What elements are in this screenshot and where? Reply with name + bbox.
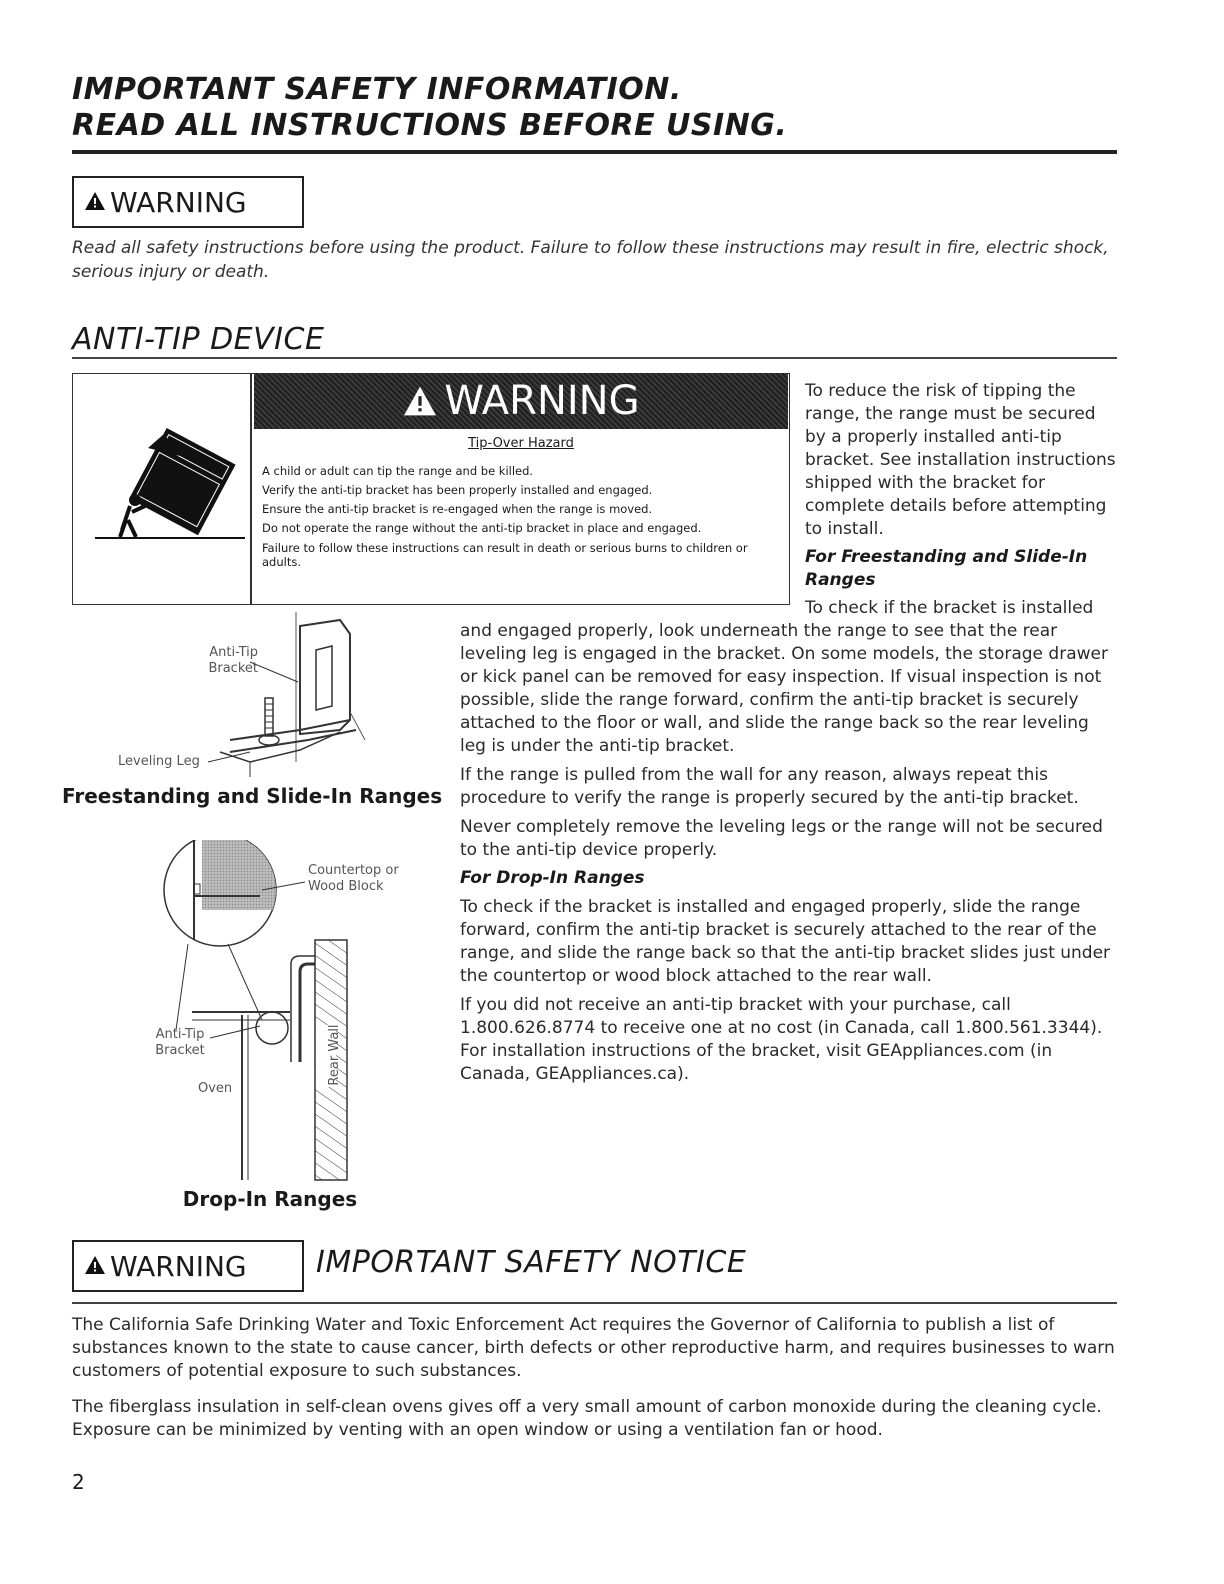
hazard-line: Verify the anti-tip bracket has been properly installed and engaged. [262, 483, 653, 497]
warning-label: WARNING [110, 185, 247, 219]
freestanding-p1-cont: and engaged properly, look underneath the range to see that the rear leveling leg is engaged in the bracket. On some models, the storage drawer or kick panel can be removed for easy inspection. If visual inspection is not possible, slide the range forward, confirm the anti-tip bracket is securely attached to the floor or wall, and slide the range back so the rear leveling leg is under the anti-tip bracket. [460, 621, 1108, 756]
tip-over-warning-banner [254, 373, 788, 429]
dropin-heading: For Drop-In Ranges [460, 868, 645, 888]
tip-over-banner-label: WARNING [444, 378, 640, 424]
notice-rule [72, 1302, 1117, 1304]
notice-p1: The California Safe Drinking Water and Toxic Enforcement Act requires the Governor of California to publish a list of substances known to the state to cause cancer, birth defects or other reproductive harm, and requires businesses to warn customers of potential exposure to such substances. [72, 1315, 1115, 1381]
notice-warning-label-box [72, 1240, 304, 1292]
header-line-2: READ ALL INSTRUCTIONS BEFORE USING. [72, 108, 788, 143]
dropin-p1: To check if the bracket is installed and engaged properly, slide the range forward, confirm the anti-tip bracket is securely attached to the rear of the range, and slide the range back so that the anti-tip bracket slides just under the countertop or wood block attached to the rear wall. [460, 897, 1111, 986]
section-title-anti-tip: ANTI-TIP DEVICE [72, 322, 325, 357]
figure2-label-wall: Rear Wall [327, 1024, 342, 1086]
tip-over-hazard-title: Tip-Over Hazard [468, 436, 574, 451]
figure2-label-bracket: Anti-Tip Bracket [155, 1027, 205, 1058]
figure1-caption: Freestanding and Slide-In Ranges [62, 784, 443, 808]
freestanding-bracket-illustration [190, 612, 380, 782]
warning-triangle-icon [84, 191, 106, 211]
freestanding-p1-start: To check if the bracket is installed [805, 598, 1094, 618]
page-number: 2 [72, 1470, 85, 1494]
tip-over-divider [250, 373, 252, 605]
dropin-p2: If you did not receive an anti-tip bracket with your purchase, call 1.800.626.8774 to receive one at no cost (in Canada, call 1.800.561.3344). For installation instructions of the bracket, visit GEAppliances.com (in Canada, GEAppliances.ca). [460, 995, 1103, 1084]
notice-title: IMPORTANT SAFETY NOTICE [316, 1245, 747, 1280]
figure2-label-oven: Oven [198, 1081, 233, 1096]
figure1-label-bracket: Anti-Tip Bracket [208, 645, 258, 676]
hazard-line: Ensure the anti-tip bracket is re-engaged when the range is moved. [262, 502, 653, 516]
tip-over-hazard-lines [262, 462, 782, 569]
hazard-line: Failure to follow these instructions can result in death or serious burns to children or adults. [262, 541, 748, 569]
figure2-label-countertop: Countertop or Wood Block [308, 863, 399, 894]
freestanding-p3: Never completely remove the leveling legs or the range will not be secured to the anti-tip device properly. [460, 817, 1103, 860]
anti-tip-intro: To reduce the risk of tipping the range, the range must be secured by a properly installed anti-tip bracket. See installation instructions shipped with the bracket for complete details before attempting to install. [805, 381, 1116, 539]
warning-intro-text: Read all safety instructions before using the product. Failure to follow these instructions may result in fire, electric shock, serious injury or death. [72, 238, 1109, 282]
section-rule [72, 357, 1117, 359]
warning-triangle-icon [402, 385, 438, 417]
freestanding-p2: If the range is pulled from the wall for any reason, always repeat this procedure to verify the range is properly secured by the anti-tip bracket. [460, 765, 1079, 808]
warning-triangle-icon [84, 1255, 106, 1275]
header-rule [72, 150, 1117, 154]
notice-p2: The fiberglass insulation in self-clean ovens gives off a very small amount of carbon monoxide during the cleaning cycle. Exposure can be minimized by venting with an open window or using a ventilation fan or hood. [72, 1397, 1102, 1440]
hazard-line: A child or adult can tip the range and be killed. [262, 464, 534, 478]
figure2-caption: Drop-In Ranges [182, 1187, 358, 1211]
figure1-label-leg: Leveling Leg [118, 754, 200, 769]
notice-warning-label: WARNING [110, 1249, 247, 1283]
tipping-range-illustration [90, 420, 250, 545]
freestanding-heading: For Freestanding and Slide-In Ranges [805, 547, 1088, 590]
hazard-line: Do not operate the range without the anti-tip bracket in place and engaged. [262, 521, 702, 535]
header-line-1: IMPORTANT SAFETY INFORMATION. [72, 72, 682, 107]
warning-label-box [72, 176, 304, 228]
